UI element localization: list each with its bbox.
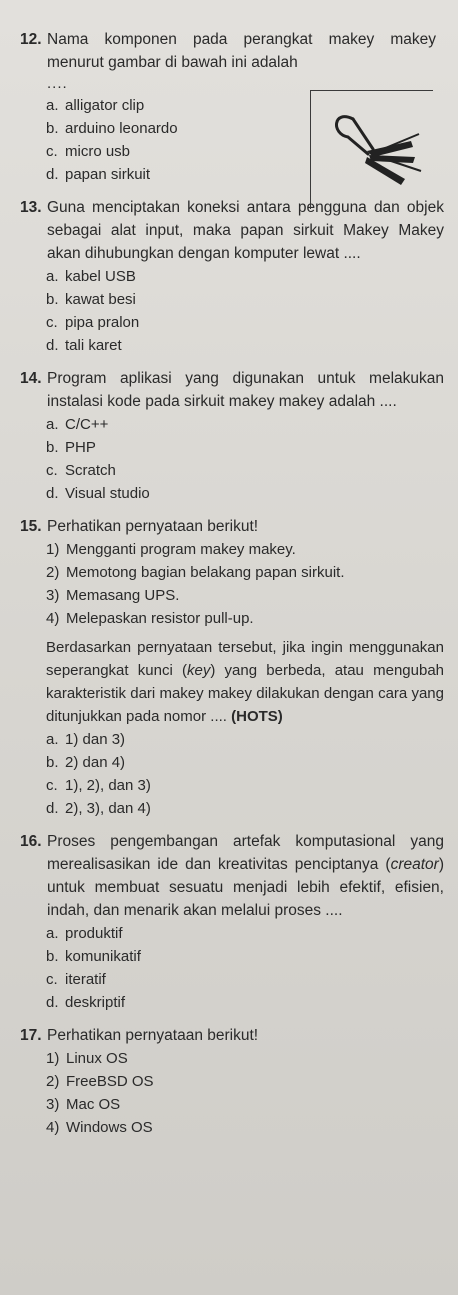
- statement-item: 1) Linux OS: [46, 1050, 128, 1067]
- option-b[interactable]: b. komunikatif: [46, 948, 141, 965]
- question-text: Proses pengembangan artefak komputasional yang merealisasikan ide dan kreativitas penciptanya (creator) untuk membuat sesuatu menjadi lebih efektif, efisien, indah, dan menarik akan melalui proses ....: [47, 833, 444, 919]
- question-number: 16.: [20, 833, 42, 850]
- option-c[interactable]: c. pipa pralon: [46, 314, 140, 331]
- option-c[interactable]: c. Scratch: [46, 462, 116, 479]
- question-text: Perhatikan pernyataan berikut!: [47, 1027, 259, 1044]
- option-d[interactable]: d. 2), 3), dan 4): [46, 800, 151, 817]
- option-c[interactable]: c. micro usb: [46, 143, 131, 160]
- question-paragraph: Berdasarkan pernyataan tersebut, jika ingin menggunakan seperangkat kunci (key) yang berbeda, atau mengubah karakteristik dari makey makey dilakukan dengan cara yang ditunjukkan pada nomor .... (HOTS): [46, 639, 445, 725]
- question-16: [20, 830, 444, 1014]
- options-list: [20, 728, 444, 820]
- question-12: [20, 28, 444, 186]
- option-b[interactable]: b. PHP: [46, 439, 96, 456]
- question-text: Guna menciptakan koneksi antara pengguna dan objek sebagai alat input, maka papan sirkuit Makey Makey akan dihubungkan dengan komputer lewat ....: [47, 199, 444, 262]
- option-a[interactable]: a. produktif: [46, 925, 123, 942]
- option-a[interactable]: a. kabel USB: [46, 268, 136, 285]
- question-15: [20, 515, 444, 820]
- option-c[interactable]: c. 1), 2), dan 3): [46, 777, 151, 794]
- question-number: 13.: [20, 199, 42, 216]
- statement-item: 3) Memasang UPS.: [46, 587, 180, 604]
- option-d[interactable]: d. Visual studio: [46, 485, 150, 502]
- option-b[interactable]: b. 2) dan 4): [46, 754, 126, 771]
- option-c[interactable]: c. iteratif: [46, 971, 106, 988]
- question-14: [20, 367, 444, 505]
- statement-list: [20, 1047, 444, 1139]
- statement-item: 4) Windows OS: [46, 1119, 153, 1136]
- options-list: [20, 922, 444, 1014]
- statement-item: 3) Mac OS: [46, 1096, 121, 1113]
- options-list: [20, 265, 444, 357]
- question-13: [20, 196, 444, 357]
- statement-item: 2) Memotong bagian belakang papan sirkuit.: [46, 564, 345, 581]
- option-d[interactable]: d. tali karet: [46, 337, 122, 354]
- question-number: 12.: [20, 31, 42, 48]
- options-list: [20, 413, 444, 505]
- option-d[interactable]: d. papan sirkuit: [46, 166, 151, 183]
- question-text: Program aplikasi yang digunakan untuk melakukan instalasi kode pada sirkuit makey makey adalah ....: [47, 370, 444, 410]
- statement-item: 4) Melepaskan resistor pull-up.: [46, 610, 254, 627]
- question-continuation: ....: [47, 75, 68, 92]
- option-a[interactable]: a. C/C++: [46, 416, 109, 433]
- option-a[interactable]: a. alligator clip: [46, 97, 145, 114]
- statement-item: 2) FreeBSD OS: [46, 1073, 154, 1090]
- question-number: 14.: [20, 370, 42, 387]
- question-text: Nama komponen pada perangkat makey makey menurut gambar di bawah ini adalah: [47, 31, 436, 71]
- question-text: Perhatikan pernyataan berikut!: [47, 518, 259, 535]
- statement-list: [20, 538, 444, 630]
- question-17: [20, 1024, 444, 1139]
- option-a[interactable]: a. 1) dan 3): [46, 731, 126, 748]
- option-b[interactable]: b. kawat besi: [46, 291, 136, 308]
- question-number: 17.: [20, 1027, 42, 1044]
- component-figure: [310, 90, 433, 209]
- question-number: 15.: [20, 518, 42, 535]
- alligator-clip-icon: [323, 99, 423, 199]
- option-d[interactable]: d. deskriptif: [46, 994, 126, 1011]
- statement-item: 1) Mengganti program makey makey.: [46, 541, 296, 558]
- option-b[interactable]: b. arduino leonardo: [46, 120, 178, 137]
